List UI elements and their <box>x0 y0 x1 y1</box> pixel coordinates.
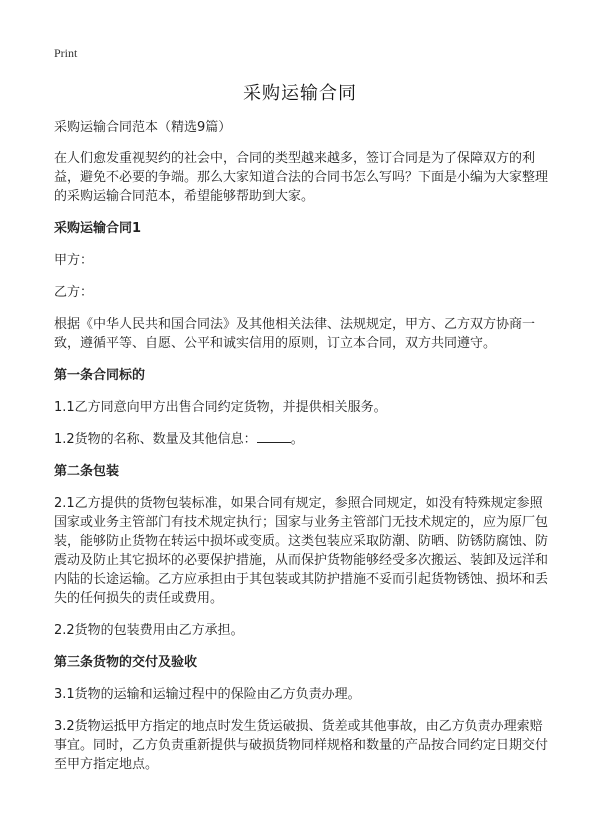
clause-2-2: 2.2货物的包装费用由乙方承担。 <box>54 623 244 638</box>
clause-1-2 <box>54 430 554 449</box>
document-body <box>54 118 554 787</box>
party-b-line: 乙方： <box>54 285 94 300</box>
contract-heading: 采购运输合同1 <box>54 221 142 236</box>
article-1-heading: 第一条合同标的 <box>54 368 146 383</box>
article-3-heading: 第三条货物的交付及验收 <box>54 655 198 670</box>
clause-2-1: 2.1乙方提供的货物包装标准，如果合同有规定，参照合同规定，如没有特殊规定参照国家或业务主管部门有技术规定执行；国家与业务主管部门无技术规定的，应为原厂包装，能够防止货物在转运中损坏或变质。这类包装应采取防潮、防晒、防锈防腐蚀、防震动及防止其它损坏的必要保护措施，从而保护货物能够经受多次搬运、装卸及远洋和内陆的长途运输。乙方应承担由于其包装或其防护措施不妥而引起货物锈蚀、损坏和丢失的任何损失的责任或费用。 <box>54 496 549 606</box>
document-subtitle: 采购运输合同范本（精选9篇） <box>54 120 232 135</box>
document-title: 采购运输合同 <box>243 83 357 104</box>
clause-1-2-end: 。 <box>290 432 304 447</box>
clause-3-2: 3.2货物运抵甲方指定的地点时发生货运破损、货差或其他事故，由乙方负责办理索赔事宜。同时，乙方负责重新提供与破损货物同样规格和数量的产品按合同约定日期交付至甲方指定地点。 <box>54 719 549 772</box>
basis-paragraph: 根据《中华人民共和国合同法》及其他相关法律、法规规定，甲方、乙方双方协商一致，遵循平等、自愿、公平和诚实信用的原则，订立本合同，双方共同遵守。 <box>54 317 536 351</box>
fill-in-blank <box>257 430 291 443</box>
clause-3-1: 3.1货物的运输和运输过程中的保险由乙方负责办理。 <box>54 687 361 702</box>
print-link[interactable]: Print <box>54 46 78 60</box>
article-2-heading: 第二条包装 <box>54 464 120 479</box>
party-a-line: 甲方： <box>54 253 94 268</box>
clause-1-2-text: 1.2货物的名称、数量及其他信息： <box>54 432 257 447</box>
intro-paragraph: 在人们愈发重视契约的社会中，合同的类型越来越多，签订合同是为了保障双方的利益，避免不必要的争端。那么大家知道合法的合同书怎么写吗？下面是小编为大家整理的采购运输合同范本，希望能够帮助到大家。 <box>54 151 549 204</box>
clause-1-1: 1.1乙方同意向甲方出售合同约定货物，并提供相关服务。 <box>54 400 387 415</box>
